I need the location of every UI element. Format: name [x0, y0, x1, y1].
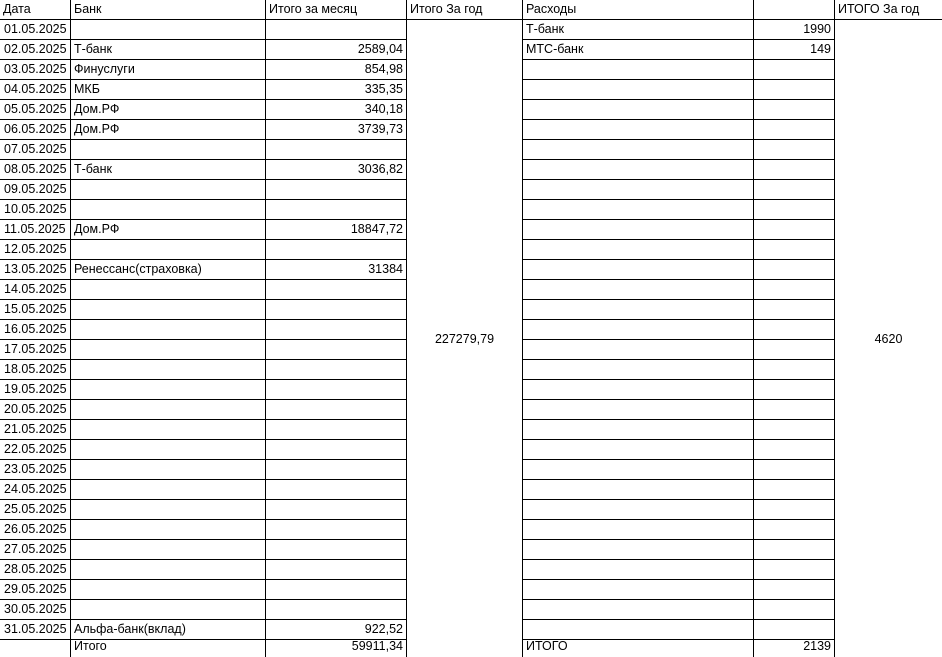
- row-divider: [523, 259, 835, 260]
- column-divider: [522, 0, 523, 657]
- amount-cell[interactable]: [266, 480, 406, 500]
- income-total-label[interactable]: Итого: [74, 639, 107, 653]
- amount-cell[interactable]: [266, 540, 406, 560]
- amount-cell[interactable]: 922,52: [364, 622, 403, 636]
- date-cell[interactable]: 13.05.2025: [4, 262, 67, 276]
- row-divider: [523, 119, 835, 120]
- row-divider: [523, 459, 835, 460]
- bank-cell[interactable]: [71, 440, 265, 460]
- amount-cell[interactable]: [266, 600, 406, 620]
- amount-cell[interactable]: [266, 500, 406, 520]
- amount-cell[interactable]: 3739,73: [357, 122, 403, 136]
- date-cell[interactable]: 21.05.2025: [4, 422, 67, 436]
- row-divider: [523, 439, 835, 440]
- bank-cell[interactable]: [71, 140, 265, 160]
- expenses-year-total-value: 4620: [874, 331, 903, 346]
- date-cell[interactable]: 29.05.2025: [4, 582, 67, 596]
- amount-cell[interactable]: [266, 460, 406, 480]
- date-cell[interactable]: 17.05.2025: [4, 342, 67, 356]
- date-cell[interactable]: 05.05.2025: [4, 102, 67, 116]
- row-divider: [523, 319, 835, 320]
- date-cell[interactable]: 20.05.2025: [4, 402, 67, 416]
- year-total-value: 227279,79: [434, 331, 495, 346]
- bank-cell[interactable]: [71, 360, 265, 380]
- amount-cell[interactable]: 3036,82: [357, 162, 403, 176]
- expense-amount-cell[interactable]: 149: [810, 42, 831, 56]
- amount-cell[interactable]: [266, 380, 406, 400]
- expense-amount-cell[interactable]: 1990: [803, 22, 831, 36]
- row-divider: [523, 519, 835, 520]
- row-divider: [523, 379, 835, 380]
- date-cell[interactable]: 18.05.2025: [4, 362, 67, 376]
- date-cell[interactable]: 15.05.2025: [4, 302, 67, 316]
- year-total-merged-cell[interactable]: [407, 20, 522, 657]
- amount-cell[interactable]: [266, 400, 406, 420]
- row-divider: [523, 599, 835, 600]
- date-cell[interactable]: 23.05.2025: [4, 462, 67, 476]
- date-cell[interactable]: 25.05.2025: [4, 502, 67, 516]
- date-cell[interactable]: 02.05.2025: [4, 42, 67, 56]
- date-cell[interactable]: 30.05.2025: [4, 602, 67, 616]
- row-divider: [523, 399, 835, 400]
- date-cell[interactable]: 24.05.2025: [4, 482, 67, 496]
- bank-cell[interactable]: Т-банк: [74, 162, 112, 176]
- bank-cell[interactable]: [71, 180, 265, 200]
- expense-name-cell[interactable]: Т-банк: [526, 22, 564, 36]
- row-divider: [523, 579, 835, 580]
- bank-cell[interactable]: [71, 280, 265, 300]
- row-divider: [523, 199, 835, 200]
- row-divider: [523, 159, 835, 160]
- bank-cell[interactable]: [71, 420, 265, 440]
- row-divider: [523, 299, 835, 300]
- amount-cell[interactable]: 340,18: [364, 102, 403, 116]
- row-divider: [523, 239, 835, 240]
- row-divider: [523, 339, 835, 340]
- amount-cell[interactable]: [266, 240, 406, 260]
- amount-cell[interactable]: [266, 340, 406, 360]
- amount-cell[interactable]: [266, 360, 406, 380]
- bank-cell[interactable]: [71, 340, 265, 360]
- expenses-year-total-merged-cell[interactable]: [835, 20, 942, 657]
- date-cell[interactable]: 26.05.2025: [4, 522, 67, 536]
- row-divider: [523, 419, 835, 420]
- bank-cell[interactable]: МКБ: [74, 82, 100, 96]
- bank-cell[interactable]: [71, 460, 265, 480]
- header-expenses-amount[interactable]: [754, 0, 834, 20]
- amount-cell[interactable]: [266, 580, 406, 600]
- row-divider: [523, 79, 835, 80]
- bank-cell[interactable]: [71, 380, 265, 400]
- date-cell[interactable]: 12.05.2025: [4, 242, 67, 256]
- bank-cell[interactable]: [71, 480, 265, 500]
- column-divider: [753, 0, 754, 657]
- expenses-total-label[interactable]: ИТОГО: [526, 639, 568, 653]
- row-divider: [523, 619, 835, 620]
- header-bank[interactable]: Банк: [74, 2, 102, 16]
- header-date[interactable]: Дата: [3, 2, 31, 16]
- bank-cell[interactable]: [71, 240, 265, 260]
- header-year-total[interactable]: Итого За год: [410, 2, 483, 16]
- amount-cell[interactable]: [266, 520, 406, 540]
- amount-cell[interactable]: [266, 440, 406, 460]
- row-divider: [523, 499, 835, 500]
- date-cell[interactable]: 04.05.2025: [4, 82, 67, 96]
- expenses-total-value[interactable]: 2139: [803, 639, 831, 653]
- income-total-value[interactable]: 59911,34: [351, 639, 403, 653]
- amount-cell[interactable]: [266, 560, 406, 580]
- row-divider: [523, 219, 835, 220]
- row-divider: [523, 559, 835, 560]
- bank-cell[interactable]: Финуслуги: [74, 62, 135, 76]
- amount-cell[interactable]: [266, 200, 406, 220]
- bank-cell[interactable]: [71, 560, 265, 580]
- date-cell[interactable]: 07.05.2025: [4, 142, 67, 156]
- date-cell[interactable]: 09.05.2025: [4, 182, 67, 196]
- date-cell[interactable]: 08.05.2025: [4, 162, 67, 176]
- bank-cell[interactable]: [71, 400, 265, 420]
- amount-cell[interactable]: [266, 420, 406, 440]
- bank-cell[interactable]: [71, 500, 265, 520]
- header-month-total[interactable]: Итого за месяц: [269, 2, 358, 16]
- bank-cell[interactable]: Дом.РФ: [74, 122, 120, 136]
- bank-cell[interactable]: [71, 320, 265, 340]
- date-cell[interactable]: 03.05.2025: [4, 62, 67, 76]
- bank-cell[interactable]: Альфа-банк(вклад): [74, 622, 186, 636]
- amount-cell[interactable]: 854,98: [364, 62, 403, 76]
- row-divider: [523, 179, 835, 180]
- header-expenses[interactable]: Расходы: [526, 2, 577, 16]
- bank-cell[interactable]: [71, 600, 265, 620]
- amount-cell[interactable]: [266, 20, 406, 40]
- amount-cell[interactable]: [266, 140, 406, 160]
- row-divider: [523, 359, 835, 360]
- bank-cell[interactable]: [71, 520, 265, 540]
- date-cell[interactable]: 19.05.2025: [4, 382, 67, 396]
- amount-cell[interactable]: [266, 280, 406, 300]
- amount-cell[interactable]: 31384: [368, 262, 403, 276]
- date-cell[interactable]: 01.05.2025: [4, 22, 67, 36]
- date-cell[interactable]: 28.05.2025: [4, 562, 67, 576]
- row-divider: [523, 99, 835, 100]
- date-cell[interactable]: 22.05.2025: [4, 442, 67, 456]
- bank-cell[interactable]: Дом.РФ: [74, 222, 120, 236]
- amount-cell[interactable]: [266, 320, 406, 340]
- bank-cell[interactable]: [71, 200, 265, 220]
- row-divider: [523, 139, 835, 140]
- bank-cell[interactable]: Т-банк: [74, 42, 112, 56]
- bank-cell[interactable]: [71, 300, 265, 320]
- date-cell[interactable]: 11.05.2025: [4, 222, 66, 236]
- date-cell[interactable]: 14.05.2025: [4, 282, 67, 296]
- row-divider: [523, 479, 835, 480]
- date-cell[interactable]: 10.05.2025: [4, 202, 67, 216]
- expense-name-cell[interactable]: МТС-банк: [526, 42, 584, 56]
- amount-cell[interactable]: 18847,72: [350, 222, 403, 236]
- header-year-total-caps[interactable]: ИТОГО За год: [838, 2, 920, 16]
- amount-cell[interactable]: [266, 300, 406, 320]
- amount-cell[interactable]: 335,35: [364, 82, 403, 96]
- bank-cell[interactable]: Ренессанс(страховка): [74, 262, 202, 276]
- amount-cell[interactable]: [266, 180, 406, 200]
- bank-cell[interactable]: Дом.РФ: [74, 102, 120, 116]
- date-cell[interactable]: 27.05.2025: [4, 542, 67, 556]
- amount-cell[interactable]: 2589,04: [357, 42, 403, 56]
- date-cell[interactable]: 16.05.2025: [4, 322, 67, 336]
- date-cell[interactable]: 31.05.2025: [4, 622, 67, 636]
- row-divider: [523, 279, 835, 280]
- bank-cell[interactable]: [71, 580, 265, 600]
- date-cell[interactable]: 06.05.2025: [4, 122, 67, 136]
- row-divider: [523, 539, 835, 540]
- bank-cell[interactable]: [71, 540, 265, 560]
- bank-cell[interactable]: [71, 20, 265, 40]
